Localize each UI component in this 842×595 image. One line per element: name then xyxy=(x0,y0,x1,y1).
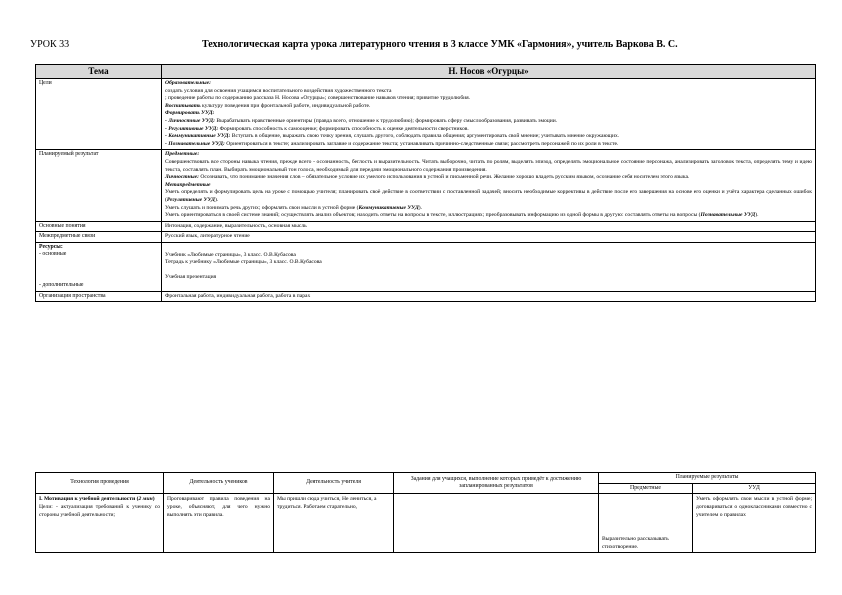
cognitive-uud: - Познавательные УУД: Ориентироваться в тексте; анализировать заглавие и содержание текста; устанавливать причинно-следственные связи; рассмотреть персонажей по их роли в тексте. xyxy=(165,140,619,147)
interdisciplinary-text: Русский язык, литературное чтение xyxy=(162,232,816,243)
stage-1-uud: Уметь оформлять свои мысли в устной форме; договариваться о однокласcниками совместно с учителем о правилах xyxy=(693,494,816,553)
page-title: Технологическая карта урока литературного чтения в 3 классе УМК «Гармония», учитель Варкова В. С. xyxy=(202,39,678,50)
stage-1-title: I. Мотивация к учебной деятельности (2 мин) xyxy=(39,496,155,502)
goals-cell xyxy=(162,79,816,150)
stage-1-goal: Цели: - актуализация требований к ученику со стороны учебной деятельности; xyxy=(39,504,160,518)
stage-1-students: Проговаривают правила поведения на уроке, объясняют, для чего нужно выполнять эти правила. xyxy=(164,494,274,553)
edu-text-2: ; проведение работы по содержанию рассказа Н. Носова «Огурцы»; совершенствование навыков чтения; привитие трудолюбия. xyxy=(165,95,471,102)
teacher-activity-header: Деятельность учителя xyxy=(274,473,394,494)
meta-line-2: Уметь слушать и понимать речь других; оформлять свои мысли в устной форме (Коммуникативные УУД). xyxy=(165,204,423,211)
meta-heading: Метапредметные xyxy=(165,181,211,188)
goals-row xyxy=(36,79,816,150)
stage-1-tasks xyxy=(394,494,599,553)
technology-header: Технология проведения xyxy=(36,473,164,494)
personal-results: Личностные: Осознавать, что понимание значения слов – обязательное условие их умелого использования в устной и письменной речи. Желание хорошо владеть русским языком, осознание себя носителем этого языка. xyxy=(165,174,690,181)
edu-heading: Образовательные: xyxy=(165,80,211,86)
resources-label-cell xyxy=(36,242,162,291)
results-row xyxy=(36,150,816,221)
lesson-map-table xyxy=(35,64,816,302)
regulative-uud: - Регулятивные УУД: Формировать способность к самооценке; формировать способность к оценке деятельности сверстников. xyxy=(165,125,469,132)
space-text: Фронтальная работа, индивидуальная работа, работа в парах xyxy=(162,291,816,302)
space-label: Организация пространства xyxy=(36,291,162,302)
resources-extra-label: - дополнительные xyxy=(39,282,84,289)
vosp-line: Воспитывать культуру поведения при фронтальной работе, индивидуальной работе. xyxy=(165,102,371,109)
resources-cell xyxy=(162,242,816,291)
stage-1-cell xyxy=(36,494,164,553)
subject-results-header: Предметные xyxy=(599,483,693,494)
interdisciplinary-row xyxy=(36,232,816,243)
concepts-text: Интонация, содержание, выразительность, основная мысль xyxy=(162,221,816,232)
resources-label: Ресурсы: xyxy=(39,243,63,250)
meta-line-3: Уметь ориентироваться в своей системе знаний; осуществлять анализ объектов; находить ответы на вопросы в тексте, иллюстрациях; преобразовывать информацию из одной формы в другую: составлять ответы на вопросы (Познавательные УУД). xyxy=(165,212,759,219)
stage-1-teacher: Мы пришли сюда учиться, Не лениться, а трудиться. Работаем старательно, xyxy=(274,494,394,553)
communicative-uud: - Коммуникативные УУД: Вступать в общение, выражать свою точку зрения, слушать другого, соблюдать правила общения; аргументировать свой мнение; учитывать мнение окружающих. xyxy=(165,133,620,140)
resources-row xyxy=(36,242,816,291)
results-label: Планируемый результат xyxy=(36,150,162,221)
tasks-header: Задания для учащихся, выполнение которых приведёт к достижению запланированных результатов xyxy=(394,473,599,494)
personal-uud: - Личностные УУД: Вырабатывать нравственные ориентиры (правда всего, отношение к трудолюбию); формировать сферу смыслообразования, развивать эмоции. xyxy=(165,117,558,124)
resources-basic-label: - основные xyxy=(39,251,67,258)
resource-basic-2: Тетрадь к учебнику «Любимые страницы», 3 класс. О.В.Кубасова xyxy=(165,259,322,266)
goals-label: Цели xyxy=(36,79,162,150)
subject-heading: Предметные: xyxy=(165,151,200,158)
topic-header: Н. Носов «Огурцы» xyxy=(162,65,816,79)
lesson-stages-table xyxy=(35,472,816,553)
theme-header: Тема xyxy=(36,65,162,79)
stages-header-row-1 xyxy=(36,473,816,484)
resource-basic-1: Учебник «Любимые страницы», 3 класс. О.В.Кубасова xyxy=(165,251,296,258)
results-cell xyxy=(162,150,816,221)
lesson-number: УРОК 33 xyxy=(30,39,70,50)
planned-results-header: Планируемые результаты xyxy=(599,473,816,484)
concepts-row xyxy=(36,221,816,232)
uud-results-header: УУД xyxy=(693,483,816,494)
students-activity-header: Деятельность учеников xyxy=(164,473,274,494)
edu-text: создать условия для освоения учащимся воспитательного воздействия художественного текста xyxy=(165,87,392,94)
meta-line-1: Уметь определять и формулировать цель на уроке с помощью учителя; планировать своё действие в соответствии с поставленной задачей; вносить необходимые коррективы в действие после его завершения на основе его оценки и учёта характера сделанных ошибок (Регулятивные УУД). xyxy=(165,189,812,203)
interdisciplinary-label: Межпредметные связи xyxy=(36,232,162,243)
concepts-label: Основные понятия xyxy=(36,221,162,232)
resource-extra-1: Учебная презентация xyxy=(165,274,217,281)
table-header-row xyxy=(36,65,816,79)
stage-row-1 xyxy=(36,494,816,553)
space-row xyxy=(36,291,816,302)
subject-text: Совершенствовать все стороны навыка чтения, прежде всего - осознанность, беглость и выразительность. Читать выборочно, читать по ролям, выделять эпизод, определять эмоциональное состояние персонажа, анализировать заголовок текста, определять тему и идею текста, составлять план. Выбирать эмоциональный тон голоса, необходимый для передачи эмоционального содержания произведения. xyxy=(165,158,812,173)
stage-1-subject: Выразительно рассказывать стихотворение. xyxy=(599,494,693,553)
uud-heading: Формировать УУД: xyxy=(165,110,215,117)
